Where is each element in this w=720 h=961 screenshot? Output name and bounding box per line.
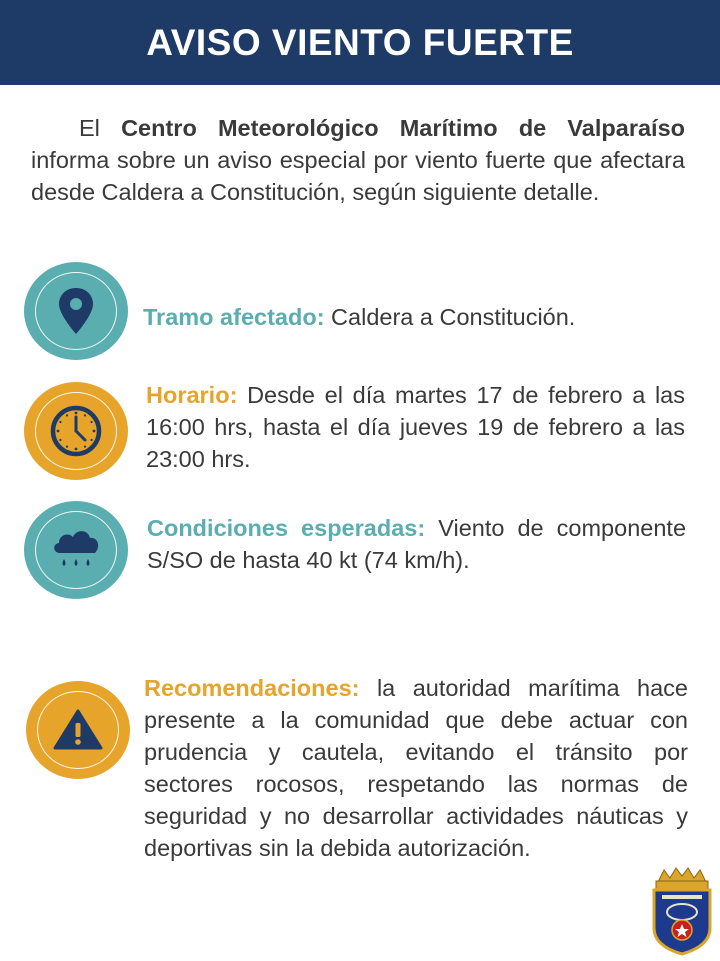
page-title: AVISO VIENTO FUERTE [146,21,574,63]
item-recomendaciones-label: Recomendaciones: [144,675,360,701]
item-condiciones-label: Condiciones esperadas: [147,515,426,541]
item-condiciones [147,512,686,576]
header-banner [0,0,720,85]
item-tramo-text: Caldera a Constitución. [324,304,576,330]
item-tramo [143,301,688,333]
warning-triangle-icon [26,681,130,779]
clock-icon [24,382,128,480]
item-recomendaciones [144,672,688,864]
item-horario-label: Horario: [146,382,238,408]
intro-org: Centro Meteorológico Marítimo de Valparaíso [121,115,685,141]
rain-cloud-icon [24,501,128,599]
intro-text: informa sobre un aviso especial por viento fuerte que afectara desde Caldera a Constitución, según siguiente detalle. [31,147,685,205]
armada-de-chile-seal-icon [650,866,714,961]
item-horario [146,379,685,475]
item-condiciones-text: Viento de componente S/SO de hasta 40 kt (74 km/h). [147,515,687,573]
location-pin-icon [24,262,128,360]
item-recomendaciones-text: la autoridad marítima hace presente a la comunidad que debe actuar con prudencia y cautela, evitando el tránsito por sectores rocosos, respetando las normas de seguridad y no desarrollar actividades náuticas y deportivas sin la debida autorización. [144,675,688,861]
item-horario-text: Desde el día martes 17 de febrero a las 16:00 hrs, hasta el día jueves 19 de febrero a las 23:00 hrs. [146,382,685,472]
item-tramo-label: Tramo afectado: [143,304,325,330]
intro-prefix: El [79,115,122,141]
intro-paragraph [31,112,685,208]
